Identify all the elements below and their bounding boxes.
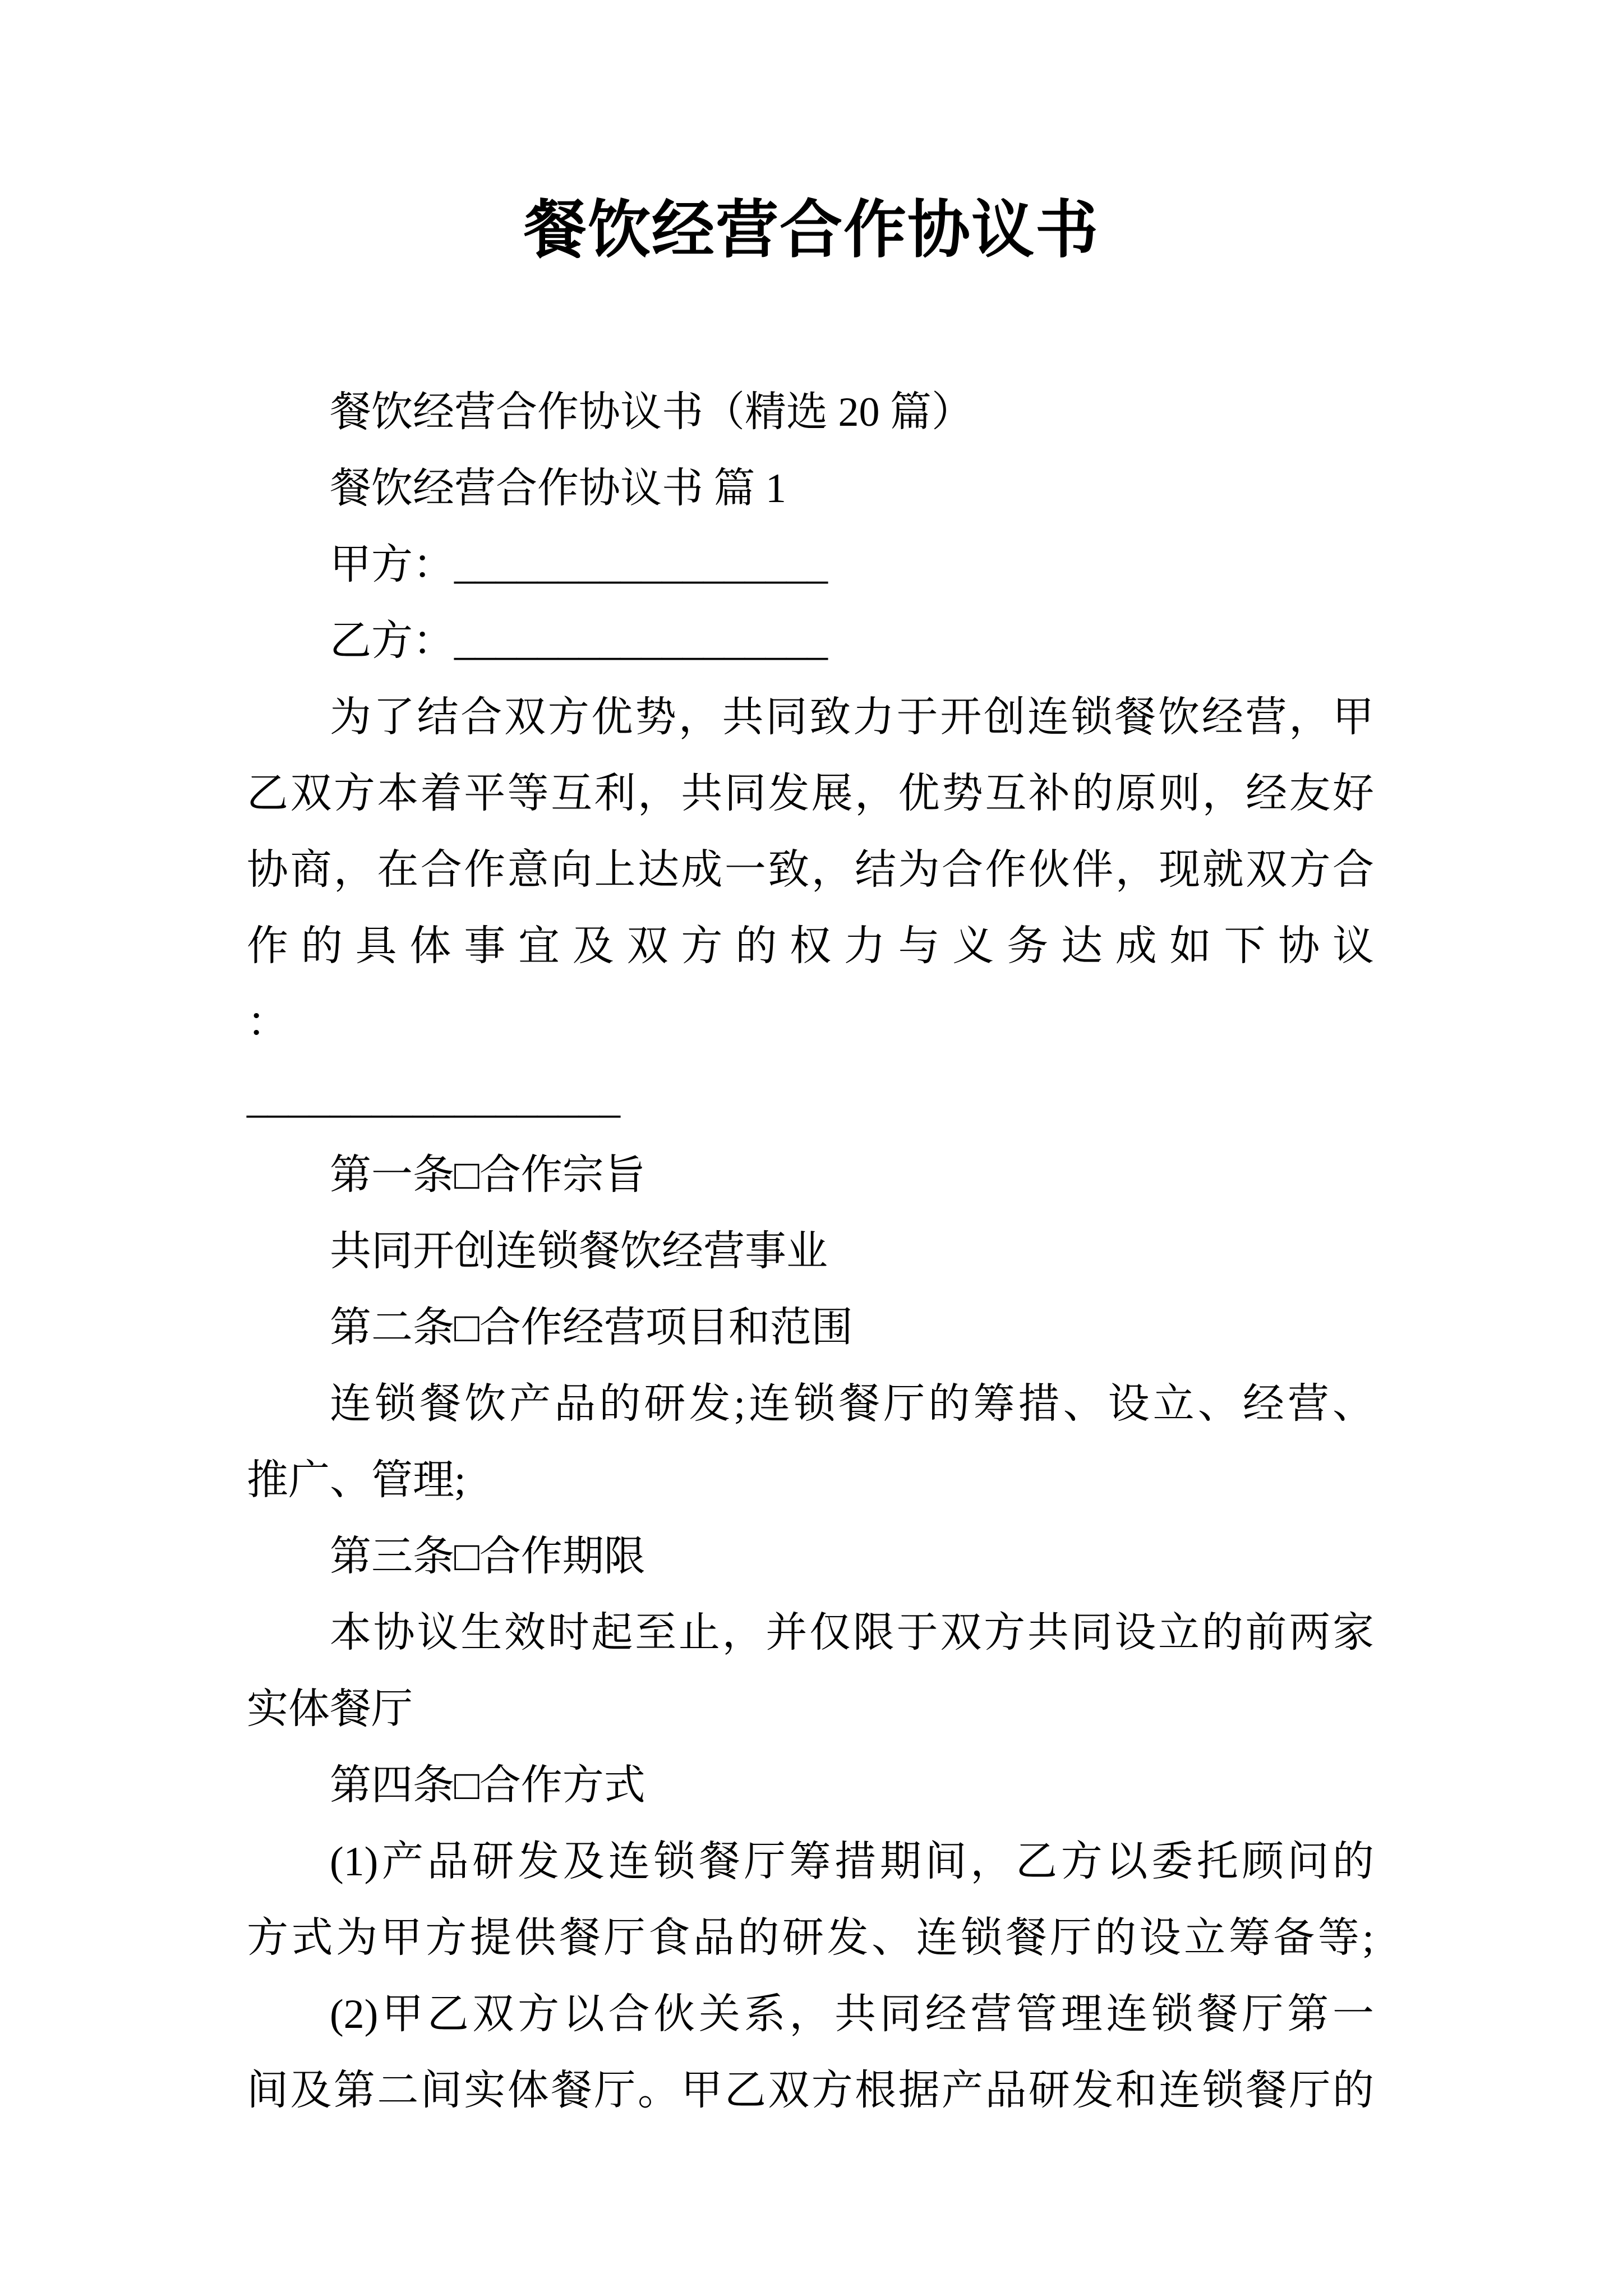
line-blank-underline: __________________ [247, 1076, 620, 1122]
line-preamble-1: 为了结合双方优势，共同致力于开创连锁餐饮经营，甲 [330, 694, 1374, 740]
line-collection-title: 餐饮经营合作协议书（精选 20 篇） [330, 389, 973, 435]
line-article-3-content-1: 本协议生效时起至止，并仅限于双方共同设立的前两家 [330, 1610, 1374, 1656]
line-article-3-heading: 第三条□合作期限 [330, 1534, 645, 1580]
line-article-4-item1-2: 方式为甲方提供餐厅食品的研发、连锁餐厅的设立筹备等; [247, 1915, 1374, 1961]
line-article-2-content-2: 推广、管理; [247, 1457, 466, 1503]
line-article-4-heading: 第四条□合作方式 [330, 1763, 645, 1809]
line-article-4-item1-1: (1)产品研发及连锁餐厅筹措期间，乙方以委托顾问的 [330, 1839, 1374, 1885]
line-party-a: 甲方：__________________ [330, 542, 828, 588]
line-piece-title: 餐饮经营合作协议书 篇 1 [330, 466, 786, 512]
line-article-1-content: 共同开创连锁餐饮经营事业 [330, 1228, 828, 1274]
line-article-4-item2-2: 间及第二间实体餐厅。甲乙双方根据产品研发和连锁餐厅的 [247, 2068, 1374, 2114]
line-article-3-content-2: 实体餐厅 [247, 1686, 413, 1732]
line-preamble-2: 乙双方本着平等互利，共同发展，优势互补的原则，经友好 [247, 771, 1374, 817]
line-party-b: 乙方：__________________ [330, 618, 828, 664]
document-body [247, 374, 1374, 2129]
line-article-2-content-1: 连锁餐饮产品的研发;连锁餐厅的筹措、设立、经营、 [330, 1381, 1374, 1427]
line-preamble-4: 作 的 具 体 事 宜 及 双 方 的 权 力 与 义 务 达 成 如 下 协 议 ： [247, 923, 1374, 1046]
line-article-2-heading: 第二条□合作经营项目和范围 [330, 1305, 853, 1351]
document-title: 餐饮经营合作协议书 [524, 196, 1099, 265]
line-article-1-heading: 第一条□合作宗旨 [330, 1152, 645, 1198]
line-article-4-item2-1: (2)甲乙双方以合伙关系，共同经营管理连锁餐厅第一 [330, 1991, 1374, 2037]
line-preamble-3: 协商，在合作意向上达成一致，结为合作伙伴，现就双方合 [247, 847, 1374, 893]
